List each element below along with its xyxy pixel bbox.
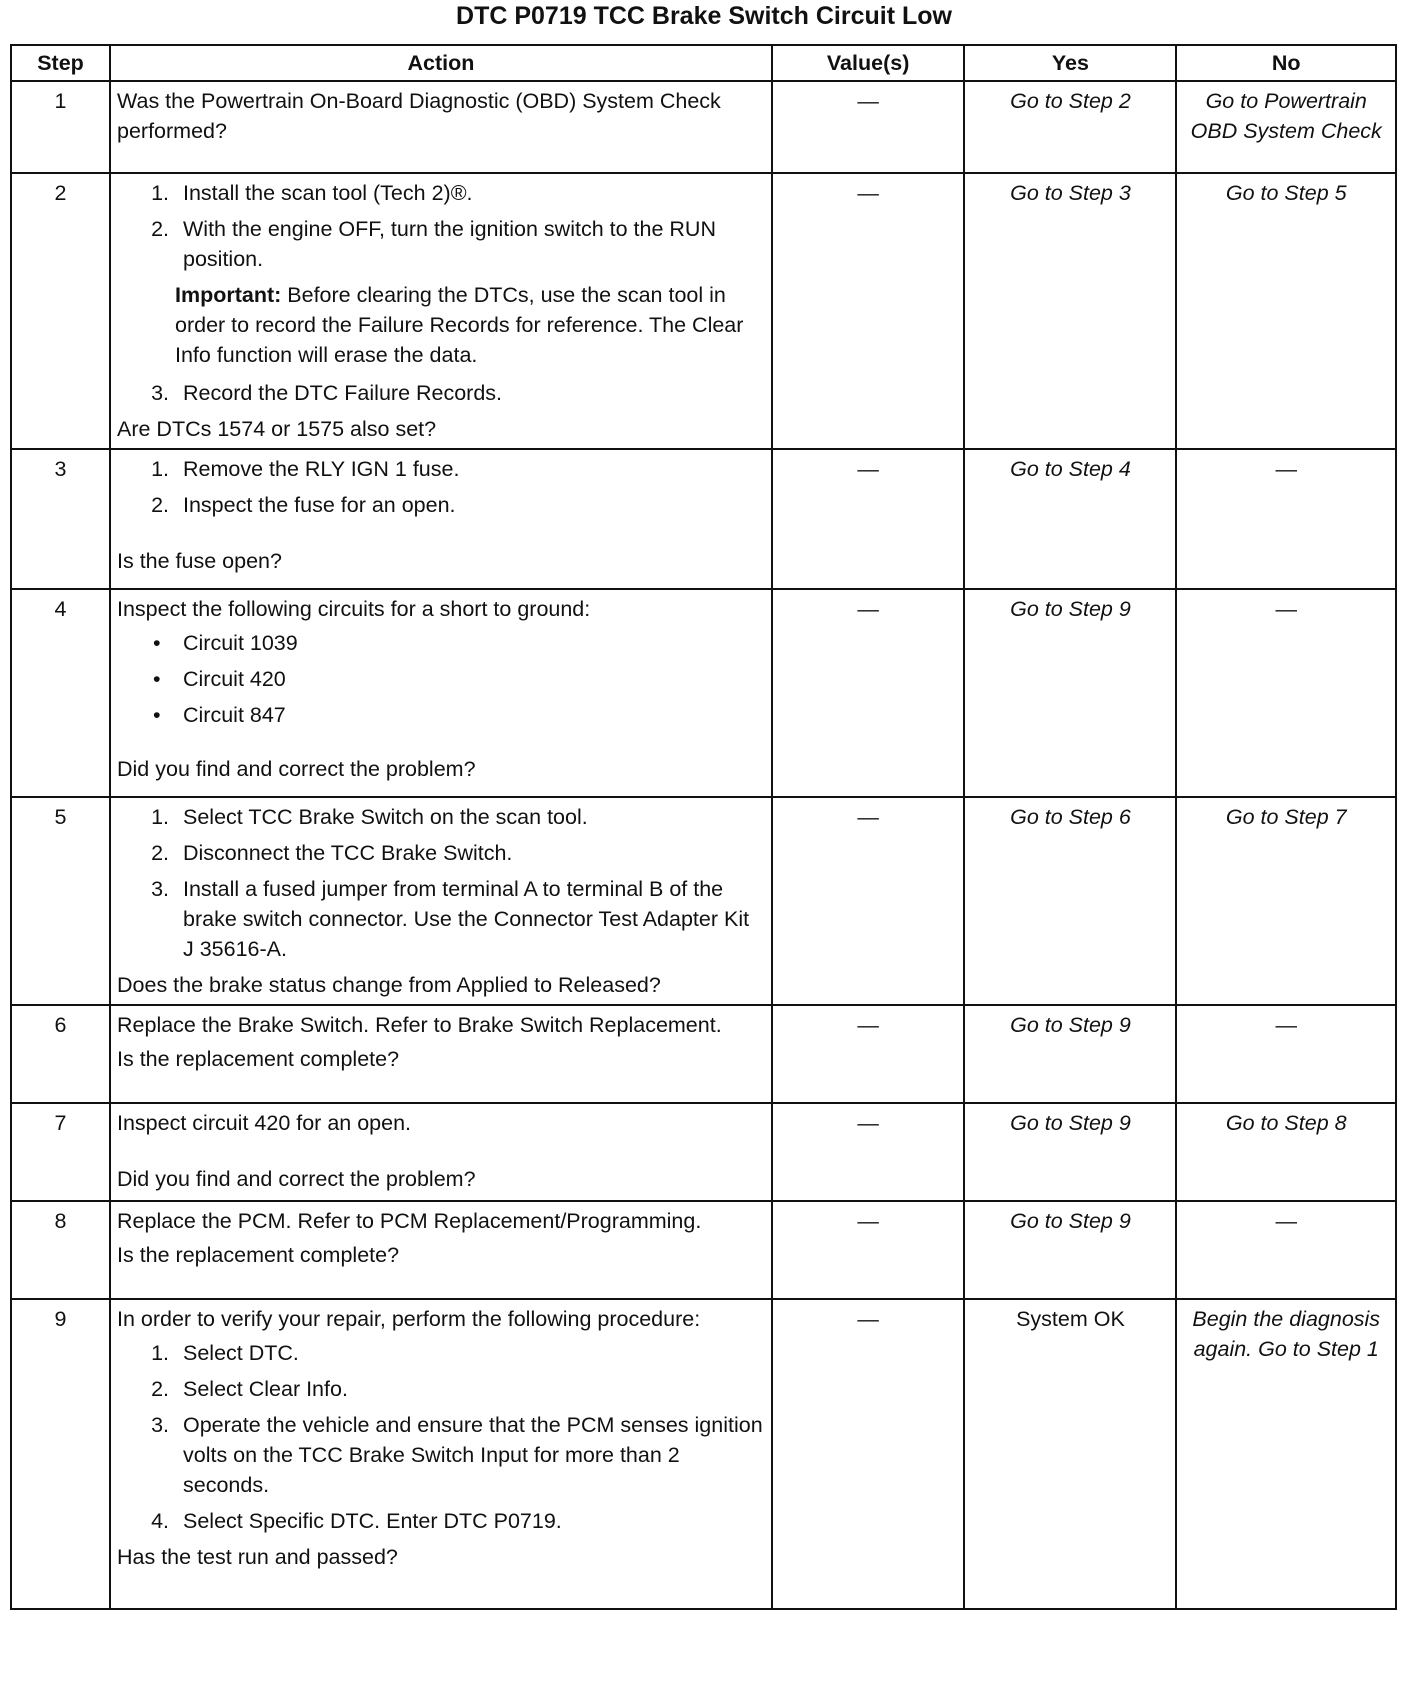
action-cell	[110, 1299, 772, 1609]
table-row	[11, 173, 1396, 449]
table-row	[11, 1005, 1396, 1103]
yes-cell: System OK	[964, 1299, 1176, 1609]
list-item: 1. Select TCC Brake Switch on the scan tool.	[175, 802, 765, 832]
table-row	[11, 797, 1396, 1005]
value-cell: —	[772, 81, 965, 173]
action-question: Is the replacement complete?	[117, 1047, 400, 1071]
action-text: Was the Powertrain On-Board Diagnostic (OBD) System Check performed?	[117, 89, 721, 143]
no-cell: Go to Step 7	[1176, 797, 1396, 1005]
action-list	[117, 802, 765, 964]
value-cell: —	[772, 1299, 965, 1609]
list-item: • Circuit 1039	[175, 628, 765, 658]
value-cell: —	[772, 449, 965, 589]
list-item: 3. Install a fused jumper from terminal A to terminal B of the brake switch connector. Use the Connector Test Adapter Kit J 35616-A.	[175, 874, 765, 964]
list-item: 3. Operate the vehicle and ensure that the PCM senses ignition volts on the TCC Brake Switch Input for more than 2 seconds.	[175, 1410, 765, 1500]
action-text: Replace the PCM. Refer to PCM Replacement/Programming.	[117, 1209, 702, 1233]
step-number: 2	[11, 173, 110, 449]
no-cell: Go to Step 5	[1176, 173, 1396, 449]
no-cell: Go to Powertrain OBD System Check	[1176, 81, 1396, 173]
table-row	[11, 1103, 1396, 1201]
list-item: 1. Remove the RLY IGN 1 fuse.	[175, 454, 765, 484]
yes-cell: Go to Step 3	[964, 173, 1176, 449]
no-cell: —	[1176, 1201, 1396, 1299]
action-question: Is the replacement complete?	[117, 1243, 400, 1267]
action-cell	[110, 81, 772, 173]
no-cell: —	[1176, 1005, 1396, 1103]
step-number: 6	[11, 1005, 110, 1103]
header-yes: Yes	[964, 45, 1176, 81]
value-cell: —	[772, 1201, 965, 1299]
yes-cell: Go to Step 9	[964, 589, 1176, 797]
yes-cell: Go to Step 9	[964, 1103, 1176, 1201]
header-step: Step	[11, 45, 110, 81]
list-item: 2. Inspect the fuse for an open.	[175, 490, 765, 520]
value-cell: —	[772, 589, 965, 797]
yes-cell: Go to Step 9	[964, 1201, 1176, 1299]
action-cell	[110, 1103, 772, 1201]
action-cell	[110, 589, 772, 797]
list-item: 2. Disconnect the TCC Brake Switch.	[175, 838, 765, 868]
action-text: Replace the Brake Switch. Refer to Brake Switch Replacement.	[117, 1013, 722, 1037]
value-cell: —	[772, 1005, 965, 1103]
step-number: 1	[11, 81, 110, 173]
circuit-list	[117, 628, 765, 730]
action-question: Are DTCs 1574 or 1575 also set?	[117, 417, 437, 441]
no-cell: —	[1176, 589, 1396, 797]
no-cell: Go to Step 8	[1176, 1103, 1396, 1201]
step-number: 4	[11, 589, 110, 797]
list-item: 3. Record the DTC Failure Records.	[175, 378, 765, 408]
no-cell: —	[1176, 449, 1396, 589]
action-cell	[110, 173, 772, 449]
list-item: 2. With the engine OFF, turn the ignition switch to the RUN position.	[175, 214, 765, 274]
action-text: Inspect the following circuits for a short to ground:	[117, 597, 591, 621]
step-number: 3	[11, 449, 110, 589]
table-row	[11, 81, 1396, 173]
step-number: 5	[11, 797, 110, 1005]
list-item: 1. Select DTC.	[175, 1338, 765, 1368]
action-question: Does the brake status change from Applied to Released?	[117, 973, 661, 997]
table-row	[11, 1299, 1396, 1609]
table-row	[11, 589, 1396, 797]
yes-cell: Go to Step 2	[964, 81, 1176, 173]
value-cell: —	[772, 1103, 965, 1201]
action-cell	[110, 1201, 772, 1299]
no-cell: Begin the diagnosis again. Go to Step 1	[1176, 1299, 1396, 1609]
list-item: • Circuit 847	[175, 700, 765, 730]
action-list	[117, 378, 765, 408]
action-text: In order to verify your repair, perform the following procedure:	[117, 1307, 701, 1331]
important-label: Important:	[175, 283, 282, 307]
header-no: No	[1176, 45, 1396, 81]
important-text: Before clearing the DTCs, use the scan tool in order to record the Failure Records for reference. The Clear Info function will erase the data.	[175, 283, 744, 367]
action-question: Did you find and correct the problem?	[117, 757, 476, 781]
table-header-row	[11, 45, 1396, 81]
header-values: Value(s)	[772, 45, 965, 81]
action-cell	[110, 449, 772, 589]
value-cell: —	[772, 797, 965, 1005]
table-row	[11, 1201, 1396, 1299]
action-question: Did you find and correct the problem?	[117, 1167, 476, 1191]
page-title: DTC P0719 TCC Brake Switch Circuit Low	[456, 2, 952, 30]
diagnostic-table	[10, 44, 1397, 1610]
action-list	[117, 1338, 765, 1536]
step-number: 7	[11, 1103, 110, 1201]
header-action: Action	[110, 45, 772, 81]
action-text: Inspect circuit 420 for an open.	[117, 1111, 412, 1135]
list-item: 2. Select Clear Info.	[175, 1374, 765, 1404]
action-cell	[110, 797, 772, 1005]
action-list	[117, 178, 765, 274]
action-cell	[110, 1005, 772, 1103]
step-number: 9	[11, 1299, 110, 1609]
yes-cell: Go to Step 6	[964, 797, 1176, 1005]
yes-cell: Go to Step 4	[964, 449, 1176, 589]
yes-cell: Go to Step 9	[964, 1005, 1176, 1103]
action-question: Has the test run and passed?	[117, 1545, 398, 1569]
value-cell: —	[772, 173, 965, 449]
action-question: Is the fuse open?	[117, 549, 282, 573]
action-list	[117, 454, 765, 520]
list-item: 4. Select Specific DTC. Enter DTC P0719.	[175, 1506, 765, 1536]
list-item: 1. Install the scan tool (Tech 2)®.	[175, 178, 765, 208]
step-number: 8	[11, 1201, 110, 1299]
list-item: • Circuit 420	[175, 664, 765, 694]
table-row	[11, 449, 1396, 589]
important-note	[117, 280, 765, 370]
